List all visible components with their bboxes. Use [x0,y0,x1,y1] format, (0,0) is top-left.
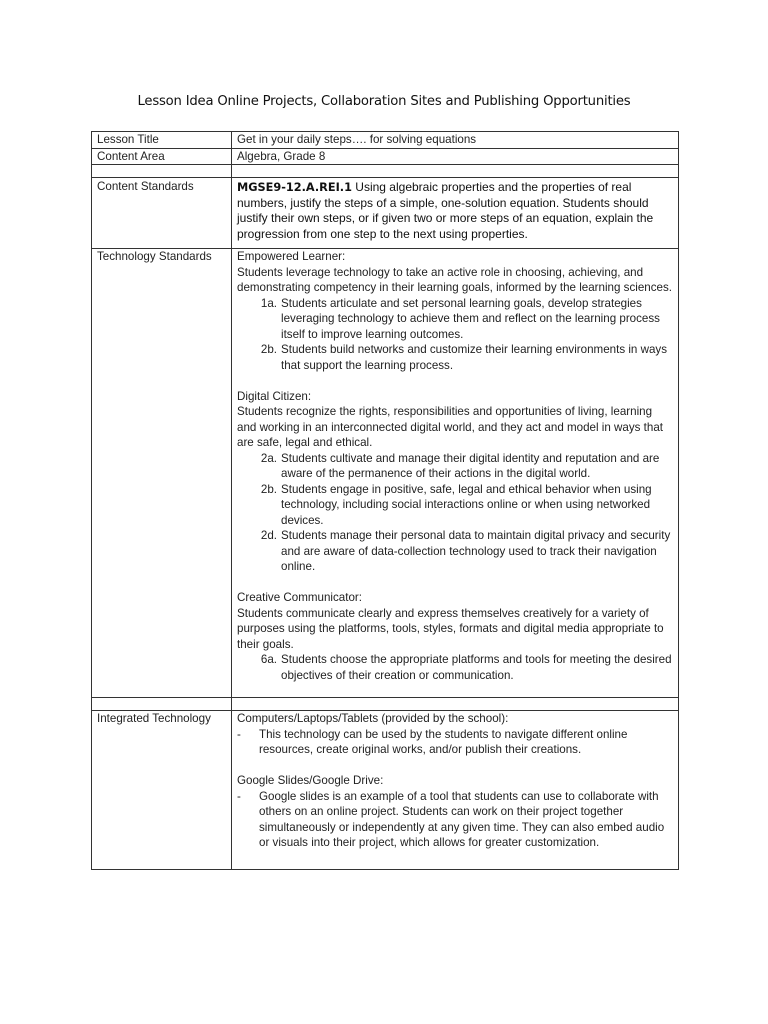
section-heading: Digital Citizen: [237,389,312,403]
content-standards-label: Content Standards [92,178,232,249]
document-title: Lesson Idea Online Projects, Collaboration Sites and Publishing Opportunities [137,94,631,109]
item-number: 1a. [260,296,277,310]
item-text: Students cultivate and manage their digital identity and reputation and are aware of the permanence of their actions in the digital world. [281,451,660,480]
lesson-title-label: Lesson Title [92,132,232,149]
table-row-technology-standards [92,249,679,698]
section-heading: Creative Communicator: [237,591,362,604]
table-row-spacer [92,165,679,178]
list-item [237,296,673,343]
table-row-spacer [92,698,679,711]
table-row-content-area [92,148,679,165]
section-digital-citizen [237,389,673,575]
bullet-dash: - [237,789,241,803]
group-heading: Computers/Laptops/Tablets (provided by the school): [237,712,509,725]
standard-code: MGSE9-12.A.REI.1 [237,181,352,194]
tech-group-google [237,773,673,851]
bullet-text: Google slides is an example of a tool that students can use to collaborate with others on an online project. Students can work on their project together simultaneously or independently at any given time. They can also embed audio or visuals into their project, which allows for greater customization. [259,789,665,849]
list-item [237,652,673,683]
item-text: Students manage their personal data to maintain digital privacy and security and are aware of data-collection technology used to track their navigation online. [281,529,671,573]
spacer-cell [92,698,232,711]
group-heading: Google Slides/Google Drive: [237,774,384,787]
content-area-value: Algebra, Grade 8 [232,148,679,165]
section-creative-communicator [237,590,673,683]
section-empowered-learner [237,249,673,373]
section-intro: Students recognize the rights, responsibilities and opportunities of living, learning and working in an interconnected digital world, and they act and model in ways that are safe, legal and ethical. [237,405,664,449]
spacer-cell [92,165,232,178]
item-number: 2a. [260,451,277,465]
section-intro: Students leverage technology to take an active role in choosing, achieving, and demonstrating competency in their learning goals, informed by the learning sciences. [237,265,673,294]
spacer-cell [232,165,679,178]
lesson-table [91,131,679,870]
spacer-cell [232,698,679,711]
item-text: Students build networks and customize their learning environments in ways that support the learning process. [281,343,668,372]
table-row-content-standards [92,178,679,249]
content-standards-text [237,180,673,242]
tech-group-devices [237,711,673,758]
item-number: 2d. [260,529,277,542]
item-text: Students choose the appropriate platforms and tools for meeting the desired objectives of their creation or communication. [281,653,672,682]
content-standards-cell [232,178,679,249]
item-number: 2b. [260,343,277,356]
content-area-label: Content Area [92,148,232,165]
item-number: 2b. [260,482,277,496]
list-item [237,528,673,575]
integrated-technology-cell [232,711,679,870]
bullet-text: This technology can be used by the students to navigate different online resources, create original works, and/or publish their creations. [259,727,628,756]
section-intro: Students communicate clearly and express themselves creatively for a variety of purposes using the platforms, tools, styles, formats and digital media appropriate to their goals. [237,606,664,651]
item-text: Students articulate and set personal learning goals, develop strategies leveraging technology to achieve them and reflect on the learning process itself to improve learning outcomes. [281,296,660,341]
technology-standards-label: Technology Standards [92,249,232,698]
list-item [237,482,673,529]
lesson-title-value: Get in your daily steps…. for solving equations [232,132,679,149]
bullet-item [237,789,673,851]
item-number: 6a. [260,653,277,666]
table-row-lesson-title [92,132,679,149]
list-item [237,342,673,373]
section-heading: Empowered Learner: [237,250,346,263]
item-text: Students engage in positive, safe, legal and ethical behavior when using technology, including social interactions online or when using networked devices. [281,482,652,527]
standard-description: Using algebraic properties and the properties of real numbers, justify the steps of a simple, one-solution equation. Students should justify their own steps, or if given two or more steps of an equation, explain the progression from one step to the next using properties. [237,180,654,241]
bullet-item [237,727,673,758]
table-row-integrated-technology [92,711,679,870]
list-item [237,451,673,482]
integrated-technology-label: Integrated Technology [92,711,232,870]
technology-standards-cell [232,249,679,698]
bullet-dash: - [237,727,241,741]
